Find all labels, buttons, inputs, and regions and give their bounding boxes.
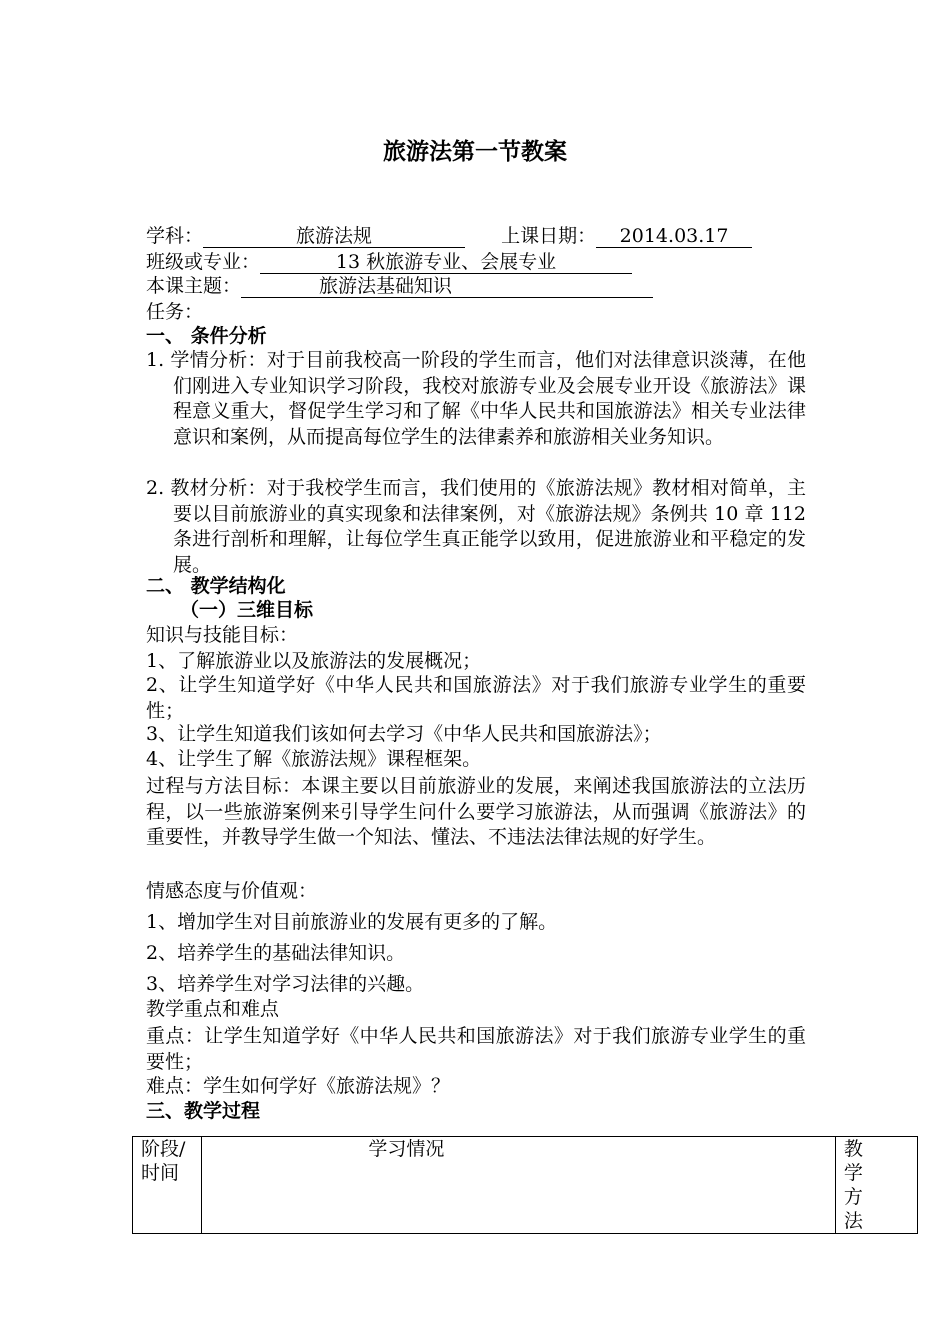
learning-status-header [202,1137,836,1234]
knowledge-goal-4: 4、让学生了解《旅游法规》课程框架。 [146,748,482,770]
subject-value: 旅游法规 [203,225,465,248]
class-value: 13 秋旅游专业、会展专业 [260,251,632,274]
key-difficult-label: 教学重点和难点 [146,998,280,1020]
teaching-method-label: 教 学 方 法 [843,1138,871,1232]
emotion-goals-label: 情感态度与价值观： [146,880,318,902]
knowledge-goal-2: 2、让学生知道学好《中华人民共和国旅游法》对于我们旅游专业学生的重要性； [146,674,806,722]
stage-time-label: 阶段/时间 [141,1138,186,1184]
emotion-goal-1: 1、增加学生对目前旅游业的发展有更多的了解。 [146,911,558,933]
learning-status-label: 学习情况 [368,1138,445,1160]
stage-time-header [133,1137,202,1234]
difficult-point: 难点：学生如何学好《旅游法规》？ [146,1075,451,1097]
process-method-goals: 过程与方法目标：本课主要以目前旅游业的发展，来阐述我国旅游法的立法历程，以一些旅游案例来引导学生问什么要学习旅游法，从而强调《旅游法》的重要性，并教导学生做一个知法、懂法、不违法法律法规的好学生。 [146,775,806,848]
date-value: 2014.03.17 [596,225,752,248]
date-label: 上课日期： [501,225,597,247]
topic-text: 旅游法基础知识 [319,275,453,297]
subject-row [146,224,752,248]
topic-label: 本课主题： [146,275,242,297]
teaching-process-table [132,1136,918,1234]
learner-analysis: 1. 学情分析：对于目前我校高一阶段的学生而言，他们对法律意识淡薄，在他们刚进入专业知识学习阶段，我校对旅游专业及会展专业开设《旅游法》课程意义重大，督促学生学习和了解《中华人民共和国旅游法》相关专业法律意识和案例，从而提高每位学生的法律素养和旅游相关业务知识。 [146,349,806,448]
emotion-goal-3: 3、培养学生对学习法律的兴趣。 [146,973,425,995]
section-1-heading: 一、 条件分析 [146,325,267,347]
knowledge-goal-3: 3、让学生知道我们该如何去学习《中华人民共和国旅游法》； [146,723,662,745]
document-title: 旅游法第一节教案 [383,139,567,165]
knowledge-goals-label: 知识与技能目标： [146,624,299,646]
section-3-heading: 三、教学过程 [146,1100,261,1122]
topic-value [241,275,653,298]
topic-row [146,274,653,298]
subject-label: 学科： [146,225,204,247]
task-label: 任务： [146,301,204,323]
three-dimensional-goals-heading: （一）三维目标 [180,599,314,621]
key-point: 重点：让学生知道学好《中华人民共和国旅游法》对于我们旅游专业学生的重要性； [146,1025,806,1073]
material-analysis: 2. 教材分析：对于我校学生而言，我们使用的《旅游法规》教材相对简单，主要以目前旅游业的真实现象和法律案例，对《旅游法规》条例共 10 章 112 条进行剖析和理解，让每位学生真正能学以致用，促进旅游业和平稳定的发展。 [146,477,806,576]
emotion-goal-2: 2、培养学生的基础法律知识。 [146,942,406,964]
knowledge-goal-1: 1、了解旅游业以及旅游法的发展概况； [146,650,482,672]
teaching-method-header [835,1137,917,1234]
class-label: 班级或专业： [146,251,261,273]
class-row [146,250,632,274]
section-2-heading: 二、 教学结构化 [146,575,286,597]
table-row [133,1137,918,1234]
